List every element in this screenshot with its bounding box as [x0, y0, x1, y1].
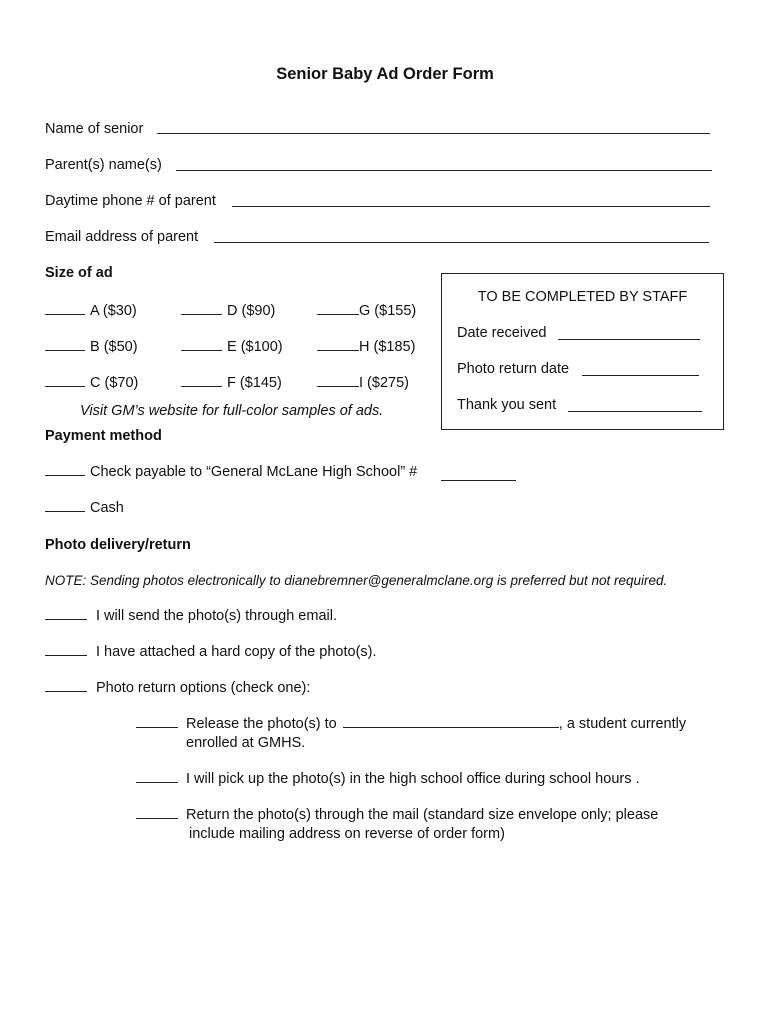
checkbox-blank[interactable] [181, 313, 222, 315]
photo-return-date-field[interactable] [582, 375, 699, 376]
size-option-h[interactable] [317, 339, 415, 355]
photo-return-date-label: Photo return date [457, 361, 570, 377]
date-received-label: Date received [457, 325, 547, 341]
size-option-label: C ($70) [90, 375, 139, 391]
size-option-label: B ($50) [90, 339, 138, 355]
size-option-label: G ($155) [359, 303, 417, 319]
size-option-i[interactable] [317, 375, 409, 391]
size-option-label: E ($100) [227, 339, 283, 355]
pickup-label: I will pick up the photo(s) in the high school office during school hours . [186, 771, 640, 787]
size-option-a[interactable] [45, 303, 137, 319]
size-option-label: F ($145) [227, 375, 282, 391]
check-number-field[interactable] [441, 480, 516, 481]
size-note: Visit GM’s website for full-color samples of ads. [80, 403, 384, 419]
size-option-b[interactable] [45, 339, 138, 355]
checkbox-blank[interactable] [45, 349, 85, 351]
size-option-label: D ($90) [227, 303, 276, 319]
daytime-phone-label: Daytime phone # of parent [45, 193, 216, 209]
checkbox-blank[interactable] [45, 690, 87, 692]
checkbox-blank[interactable] [45, 510, 85, 512]
form-title: Senior Baby Ad Order Form [276, 65, 494, 83]
size-option-e[interactable] [181, 339, 283, 355]
release-line2: enrolled at GMHS. [186, 735, 306, 751]
return-pickup-option[interactable] [136, 771, 640, 787]
release-prefix-label: Release the photo(s) to [186, 716, 337, 732]
size-option-f[interactable] [181, 375, 282, 391]
checkbox-blank[interactable] [136, 726, 178, 728]
size-option-c[interactable] [45, 375, 138, 391]
checkbox-blank[interactable] [317, 313, 359, 315]
email-address-field[interactable] [214, 242, 709, 243]
payment-check-option[interactable] [45, 464, 417, 480]
payment-method-heading: Payment method [45, 428, 162, 444]
thank-you-sent-field[interactable] [568, 411, 702, 412]
parent-names-label: Parent(s) name(s) [45, 157, 162, 173]
size-option-g[interactable] [317, 303, 416, 319]
checkbox-blank[interactable] [136, 781, 178, 783]
parent-names-field[interactable] [176, 170, 712, 171]
photo-return-options[interactable] [45, 680, 310, 696]
photo-email-option[interactable] [45, 608, 337, 624]
checkbox-blank[interactable] [45, 474, 85, 476]
staff-heading: TO BE COMPLETED BY STAFF [477, 289, 688, 305]
release-student-field[interactable] [343, 726, 559, 728]
thank-you-sent-label: Thank you sent [457, 397, 557, 413]
checkbox-blank[interactable] [45, 385, 85, 387]
size-of-ad-heading: Size of ad [45, 265, 113, 281]
payment-cash-label: Cash [90, 500, 124, 516]
payment-cash-option[interactable] [45, 500, 124, 516]
size-option-label: I ($275) [359, 375, 409, 391]
photo-return-options-label: Photo return options (check one): [96, 680, 311, 696]
photo-note: NOTE: Sending photos electronically to dianebremner@generalmclane.org is preferred but not required. [45, 573, 668, 588]
mail-line2: include mailing address on reverse of order form) [189, 826, 505, 842]
photo-delivery-heading: Photo delivery/return [45, 537, 191, 553]
return-mail-option[interactable] [136, 807, 658, 823]
date-received-field[interactable] [558, 339, 700, 340]
checkbox-blank[interactable] [136, 817, 178, 819]
checkbox-blank[interactable] [317, 349, 359, 351]
return-release-option[interactable] [136, 716, 686, 732]
name-of-senior-field[interactable] [157, 133, 710, 134]
photo-hard-copy-label: I have attached a hard copy of the photo(s). [96, 644, 377, 660]
checkbox-blank[interactable] [45, 313, 85, 315]
email-address-label: Email address of parent [45, 229, 199, 245]
checkbox-blank[interactable] [317, 385, 359, 387]
photo-email-label: I will send the photo(s) through email. [96, 608, 337, 624]
checkbox-blank[interactable] [181, 385, 222, 387]
release-suffix-label: , a student currently [558, 716, 687, 732]
size-option-label: H ($185) [359, 339, 416, 355]
checkbox-blank[interactable] [181, 349, 222, 351]
daytime-phone-field[interactable] [232, 206, 710, 207]
checkbox-blank[interactable] [45, 654, 87, 656]
size-option-label: A ($30) [90, 303, 137, 319]
name-of-senior-label: Name of senior [45, 121, 144, 137]
mail-line1-label: Return the photo(s) through the mail (standard size envelope only; please [186, 807, 659, 823]
checkbox-blank[interactable] [45, 618, 87, 620]
size-option-d[interactable] [181, 303, 275, 319]
photo-hard-copy-option[interactable] [45, 644, 377, 660]
payment-check-label: Check payable to “General McLane High School” # [90, 464, 418, 480]
